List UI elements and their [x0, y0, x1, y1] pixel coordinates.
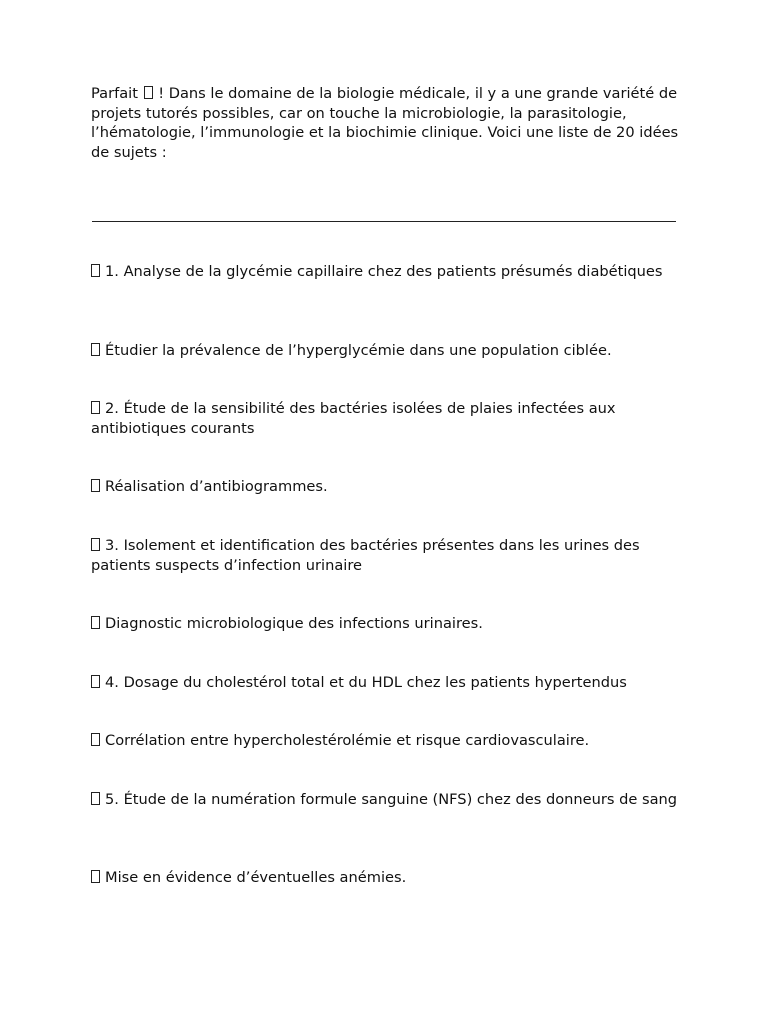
- missing-glyph-icon: [91, 675, 100, 688]
- list-item-3-detail: [91, 614, 683, 634]
- list-item-text: Diagnostic microbiologique des infections urinaires.: [105, 615, 483, 632]
- missing-glyph-icon: [91, 870, 100, 883]
- missing-glyph-icon: [91, 479, 100, 492]
- list-item-text: 4. Dosage du cholestérol total et du HDL chez les patients hypertendus: [105, 674, 627, 691]
- list-item-text: 2. Étude de la sensibilité des bactéries isolées de plaies infectées aux antibiotiques courants: [91, 400, 616, 437]
- list-item-2: [91, 399, 683, 438]
- list-item-1-detail: [91, 341, 683, 361]
- list-item-2-detail: [91, 477, 683, 497]
- horizontal-rule: [92, 221, 676, 222]
- missing-glyph-icon: [91, 792, 100, 805]
- list-item-text: Réalisation d’antibiogrammes.: [105, 478, 328, 495]
- missing-glyph-icon: [91, 401, 100, 414]
- intro-text-start: Parfait: [91, 85, 143, 102]
- list-item-text: 1. Analyse de la glycémie capillaire chez des patients présumés diabétiques: [105, 263, 663, 280]
- list-item-4-detail: [91, 731, 683, 751]
- missing-glyph-icon: [91, 343, 100, 356]
- list-item-text: Mise en évidence d’éventuelles anémies.: [105, 869, 407, 886]
- list-item-text: 5. Étude de la numération formule sanguine (NFS) chez des donneurs de sang: [105, 791, 678, 808]
- list-item-text: Étudier la prévalence de l’hyperglycémie dans une population ciblée.: [105, 342, 612, 359]
- list-item-4: [91, 673, 683, 693]
- list-item-1: [91, 262, 683, 282]
- missing-glyph-icon: [91, 733, 100, 746]
- missing-glyph-icon: [91, 616, 100, 629]
- list-item-text: 3. Isolement et identification des bactéries présentes dans les urines des patients suspects d’infection urinaire: [91, 537, 640, 574]
- intro-paragraph: [91, 84, 681, 162]
- list-item-3: [91, 536, 683, 575]
- missing-glyph-icon: [144, 86, 153, 99]
- list-item-5-detail: [91, 868, 683, 888]
- missing-glyph-icon: [91, 538, 100, 551]
- missing-glyph-icon: [91, 264, 100, 277]
- list-item-text: Corrélation entre hypercholestérolémie et risque cardiovasculaire.: [105, 732, 590, 749]
- intro-text-rest: ! Dans le domaine de la biologie médicale, il y a une grande variété de projets tutorés possibles, car on touche la microbiologie, la parasitologie, l’hématologie, l’immunologie et la biochimie clinique. Voici une liste de 20 idées de sujets :: [91, 85, 679, 161]
- list-item-5: [91, 790, 683, 810]
